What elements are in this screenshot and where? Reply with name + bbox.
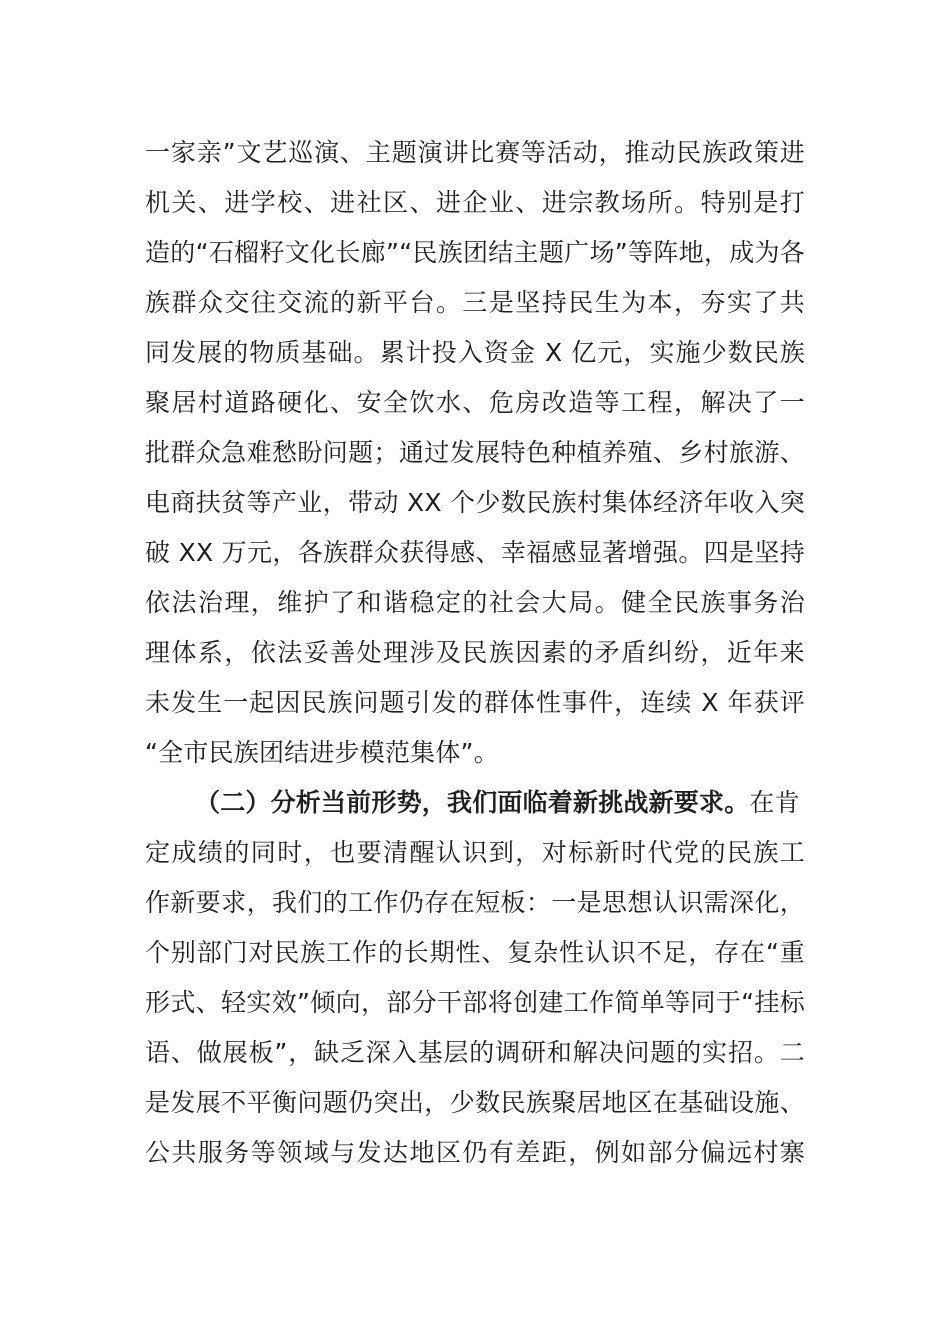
document-body [145,128,805,1178]
text-line: 作新要求，我们的工作仍存在短板：一是思想认识需深化， [145,888,805,917]
text-line: 公共服务等领域与发达地区仍有差距，例如部分偏远村寨 [145,1138,805,1167]
text-line: 批群众急难愁盼问题；通过发展特色种植养殖、乡村旅游、 [145,438,805,467]
text-line: 是发展不平衡问题仍突出，少数民族聚居地区在基础设施、 [145,1088,805,1117]
section-heading: （二）分析当前形势，我们面临着新挑战新要求。 [195,788,750,817]
paragraph-first-line [145,778,805,828]
text-line: 聚居村道路硬化、安全饮水、危房改造等工程，解决了一 [145,388,805,417]
text-line: 族群众交往交流的新平台。三是坚持民生为本，夯实了共 [145,288,805,317]
text-line: 破 XX 万元，各族群众获得感、幸福感显著增强。四是坚持 [145,538,805,567]
text-line: 未发生一起因民族问题引发的群体性事件，连续 X 年获评 [145,688,805,717]
text-line: 电商扶贫等产业，带动 XX 个少数民族村集体经济年收入突 [145,488,805,517]
text-line: 机关、进学校、进社区、进企业、进宗教场所。特别是打 [145,188,805,217]
text-line: 同发展的物质基础。累计投入资金 X 亿元，实施少数民族 [145,338,805,367]
text-line: 语、做展板”，缺乏深入基层的调研和解决问题的实招。二 [145,1038,805,1067]
text-line: “全市民族团结进步模范集体”。 [145,738,499,767]
text-line: 依法治理，维护了和谐稳定的社会大局。健全民族事务治 [145,588,805,617]
paragraph-current-situation [145,778,805,1178]
text-line: 个别部门对民族工作的长期性、复杂性认识不足，存在“重 [145,938,805,967]
text-line: 形式、轻实效”倾向，部分干部将创建工作简单等同于“挂标 [145,988,805,1017]
text-line: 定成绩的同时，也要清醒认识到，对标新时代党的民族工 [145,838,805,867]
text-line: 造的“石榴籽文化长廊”“民族团结主题广场”等阵地，成为各 [145,238,805,267]
text-line: 理体系，依法妥善处理涉及民族因素的矛盾纠纷，近年来 [145,638,805,667]
text-line: 一家亲”文艺巡演、主题演讲比赛等活动，推动民族政策进 [145,138,805,167]
paragraph-achievements [145,128,805,778]
heading-continuation: 在肯 [749,788,800,817]
